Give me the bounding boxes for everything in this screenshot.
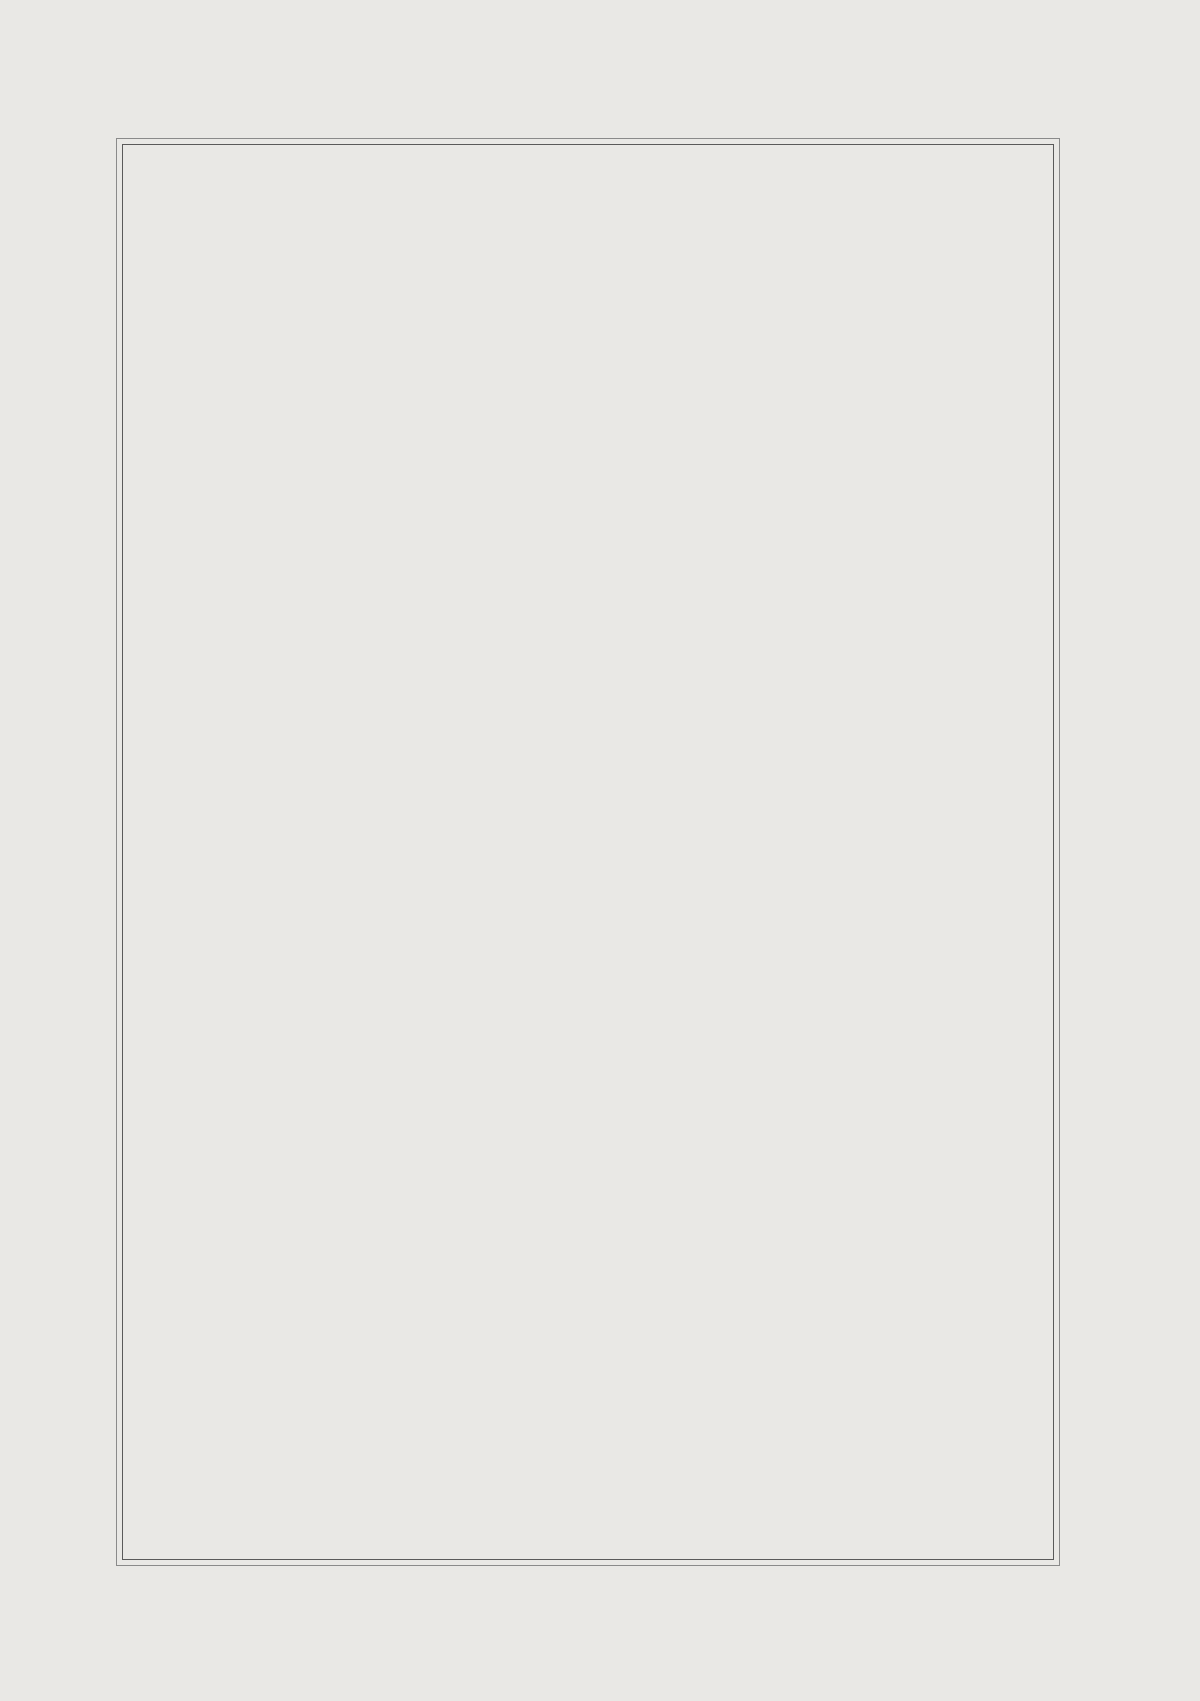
page-frame: [122, 144, 1054, 1560]
page-column-label: [198, 190, 998, 212]
table-of-contents: [198, 190, 998, 226]
